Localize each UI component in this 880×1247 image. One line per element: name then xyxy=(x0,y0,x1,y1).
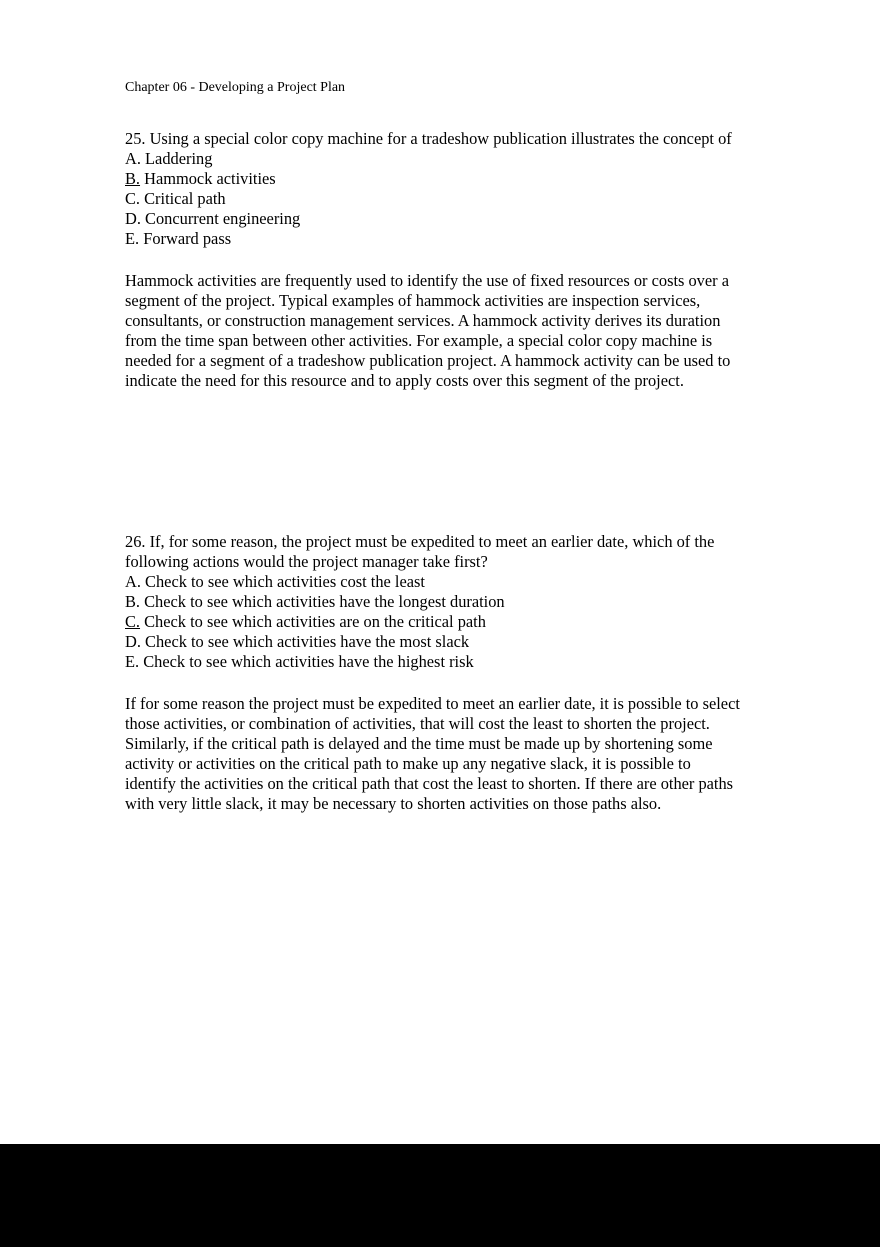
question-25 xyxy=(125,129,785,249)
correct-option-letter: B. xyxy=(125,169,141,188)
option-letter: D. xyxy=(125,632,141,651)
explanation-line: segment of the project. Typical examples of hammock activities are inspection services, xyxy=(125,291,701,310)
option-letter: E. xyxy=(125,652,140,671)
option-b xyxy=(125,592,785,612)
option-c xyxy=(125,189,785,209)
option-c-correct xyxy=(125,612,785,632)
option-letter: D. xyxy=(125,209,141,228)
option-a xyxy=(125,572,785,592)
option-e xyxy=(125,229,785,249)
option-text: Critical path xyxy=(140,189,226,208)
option-text: Check to see which activities are on the critical path xyxy=(140,612,486,631)
option-d xyxy=(125,632,785,652)
question-stem: following actions would the project manager take first? xyxy=(125,552,488,571)
option-text: Check to see which activities cost the least xyxy=(140,572,425,591)
explanation-line: consultants, or construction management services. A hammock activity derives its duration xyxy=(125,311,721,330)
explanation-line: Similarly, if the critical path is delayed and the time must be made up by shortening some xyxy=(125,734,713,753)
option-a xyxy=(125,149,785,169)
option-text: Check to see which activities have the most slack xyxy=(140,632,470,651)
option-letter: A. xyxy=(125,149,141,168)
explanation-line: with very little slack, it may be necessary to shorten activities on those paths also. xyxy=(125,794,662,813)
explanation-line: indicate the need for this resource and to apply costs over this segment of the project. xyxy=(125,371,684,390)
option-letter: C. xyxy=(125,189,141,208)
chapter-header: Chapter 06 - Developing a Project Plan xyxy=(125,80,346,95)
option-letter: A. xyxy=(125,572,141,591)
option-text: Check to see which activities have the highest risk xyxy=(139,652,474,671)
question-26 xyxy=(125,532,785,672)
question-stem: 25. Using a special color copy machine for a tradeshow publication illustrates the concept of xyxy=(125,129,732,148)
option-e xyxy=(125,652,785,672)
question-stem: 26. If, for some reason, the project must be expedited to meet an earlier date, which of the xyxy=(125,532,715,551)
option-text: Hammock activities xyxy=(140,169,276,188)
explanation-line: needed for a segment of a tradeshow publication project. A hammock activity can be used to xyxy=(125,351,731,370)
option-text: Concurrent engineering xyxy=(140,209,301,228)
explanation-line: from the time span between other activities. For example, a special color copy machine is xyxy=(125,331,713,350)
option-text: Forward pass xyxy=(139,229,232,248)
explanation-line: If for some reason the project must be expedited to meet an earlier date, it is possible to select xyxy=(125,694,740,713)
explanation-line: Hammock activities are frequently used to identify the use of fixed resources or costs over a xyxy=(125,271,729,290)
option-d xyxy=(125,209,785,229)
option-text: Laddering xyxy=(140,149,213,168)
option-text: Check to see which activities have the longest duration xyxy=(140,592,505,611)
correct-option-letter: C. xyxy=(125,612,141,631)
explanation-25 xyxy=(125,271,785,391)
explanation-line: those activities, or combination of activities, that will cost the least to shorten the project. xyxy=(125,714,710,733)
option-letter: B. xyxy=(125,592,141,611)
explanation-line: identify the activities on the critical path that cost the least to shorten. If there are other paths xyxy=(125,774,734,793)
viewer-background xyxy=(0,1144,880,1247)
explanation-26 xyxy=(125,694,785,814)
option-letter: E. xyxy=(125,229,140,248)
explanation-line: activity or activities on the critical path to make up any negative slack, it is possible to xyxy=(125,754,691,773)
option-b-correct xyxy=(125,169,785,189)
